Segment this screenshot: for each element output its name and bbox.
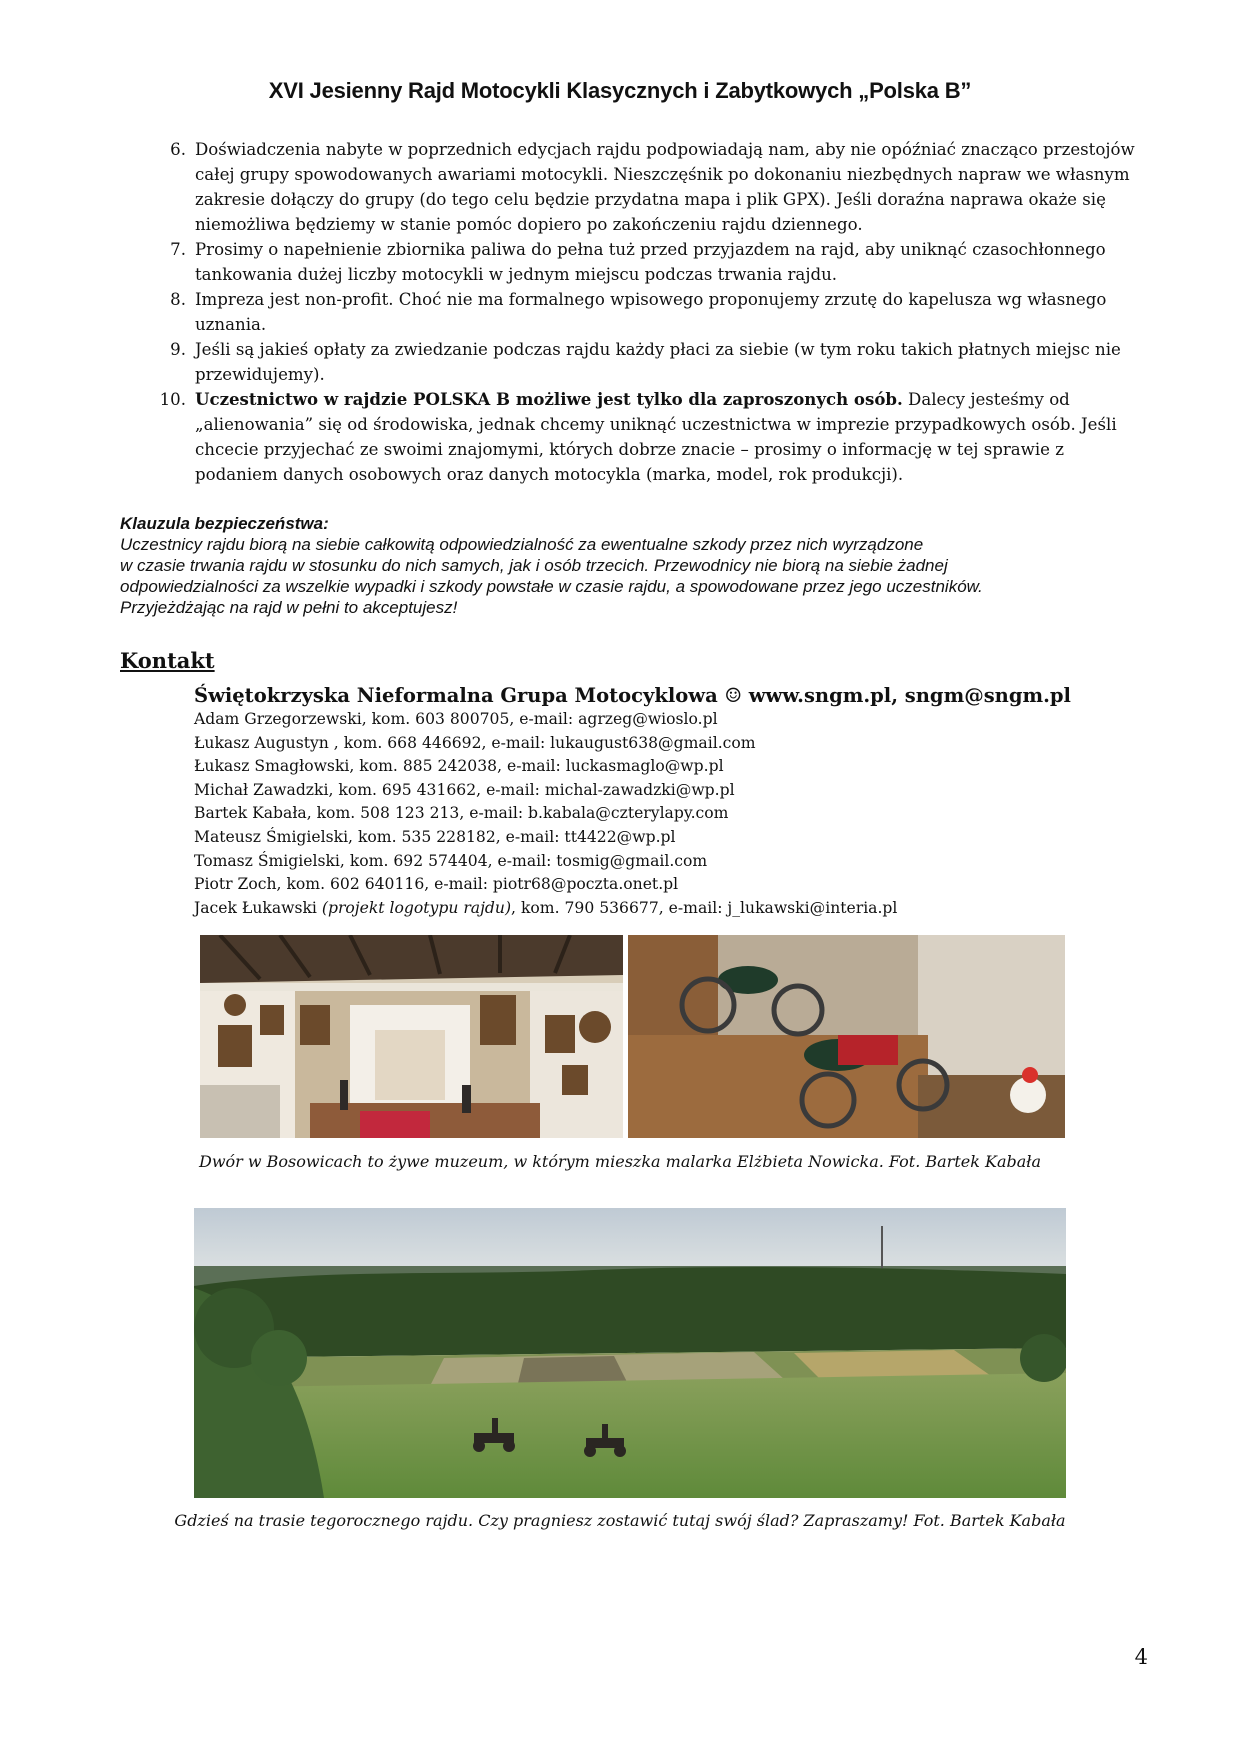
page-number: 4 [1134,1645,1148,1669]
rule-bold-text: Uczestnictwo w rajdzie POLSKA B możliwe jest tylko dla zaproszonych osób. [195,389,903,409]
contact-entry: Bartek Kabała, kom. 508 123 213, e-mail: b.kabala@czterylapy.com [194,804,729,823]
page-header-title: XVI Jesienny Rajd Motocykli Klasycznych i Zabytkowych „Polska B” [268,78,972,103]
rule-item [150,287,1140,337]
rule-text: Doświadczenia nabyte w poprzednich edycjach rajdu podpowiadają nam, aby nie opóźniać znacząco przestojów całej grupy spowodowanych awariami motocykli. Nieszczęśnik po dokonaniu niezbędnych napraw we własnym zakresie dołączy do grupy (do tego celu będzie przydatna mapa i plik GPX). Jeśli doraźna naprawa okaże się niemożliwa będziemy w stanie pomóc dopiero po zakończeniu rajdu dziennego. [195,140,1135,234]
motorcycle-models-photo [628,935,1065,1138]
contact-entry: Tomasz Śmigielski, kom. 692 574404, e-mail: tosmig@gmail.com [194,851,708,870]
rule-number: 8. [170,290,186,309]
rule-number: 9. [170,340,186,359]
security-clause-line: w czasie trwania rajdu w stosunku do nich samych, jak i osób trzecich. Przewodnicy nie biorą na siebie żadnej [120,556,948,575]
contact-entry: Piotr Zoch, kom. 602 640116, e-mail: piotr68@poczta.onet.pl [194,875,679,894]
rule-number: 7. [170,240,186,259]
security-clause [120,513,1120,618]
contact-entry: Łukasz Smagłowski, kom. 885 242038, e-mail: luckasmaglo@wp.pl [194,757,724,776]
rule-text [195,387,1140,487]
contact-entry [194,897,897,921]
rule-text: Jeśli są jakieś opłaty za zwiedzanie podczas rajdu każdy płaci za siebie (w tym roku takich płatnych miejsc nie przewidujemy). [195,340,1121,384]
photo-caption: Dwór w Bosowicach to żywe muzeum, w którym mieszka malarka Elżbieta Nowicka. Fot. Bartek Kabała [198,1152,1041,1171]
landscape-image [194,1208,1066,1498]
contact-entry: Adam Grzegorzewski, kom. 603 800705, e-mail: agrzeg@wioslo.pl [194,710,718,728]
rule-number: 6. [170,140,186,159]
security-clause-line: Przyjeżdżając na rajd w pełni to akceptujesz! [120,598,458,617]
rule-item [150,137,1140,237]
rule-item [150,387,1140,487]
rule-item [150,337,1140,387]
contact-note: (projekt logotypu rajdu) [321,898,512,917]
motorcycle-models-image [628,935,1065,1138]
security-clause-line: odpowiedzialności za wszelkie wypadki i szkody powstałe w czasie rajdu, a spowodowane przez jego uczestników. [120,577,983,596]
rules-list [150,137,1140,487]
contact-heading: Kontakt [120,648,215,673]
rule-number: 10. [159,390,186,409]
rule-rest-text: Dalecy jesteśmy od „alienowania” się od środowiska, jednak chcemy uniknąć uczestnictwa w imprezie przypadkowych osób. Jeśli chcecie przyjechać ze swoimi znajomymi, których dobrze znacie – prosimy o informację w tej sprawie z podaniem danych osobowych oraz danych motocykla (marka, model, rok produkcji). [195,390,1117,484]
rule-text: Prosimy o napełnienie zbiornika paliwa do pełna tuż przed przyjazdem na rajd, aby uniknąć czasochłonnego tankowania dużej liczby motocykli w jednym miejscu podczas trwania rajdu. [195,240,1106,284]
rule-text: Impreza jest non-profit. Choć nie ma formalnego wpisowego proponujemy zrzutę do kapelusza wg własnego uznania. [195,290,1107,334]
contact-group-name: Świętokrzyska Nieformalna Grupa Motocyklowa ☺ www.sngm.pl, sngm@sngm.pl [194,684,1071,707]
security-clause-title: Klauzula bezpieczeństwa: [120,514,329,533]
rule-item [150,237,1140,287]
photo-caption: Gdzieś na trasie tegorocznego rajdu. Czy pragniesz zostawić tutaj swój ślad? Zapraszamy! Fot. Bartek Kabała [174,1511,1066,1530]
manor-interior-image [200,935,623,1138]
security-clause-line: Uczestnicy rajdu biorą na siebie całkowitą odpowiedzialność za ewentualne szkody przez nich wyrządzone [120,535,924,554]
contact-entry: Łukasz Augustyn , kom. 668 446692, e-mail: lukaugust638@gmail.com [194,733,756,752]
contact-entry: Mateusz Śmigielski, kom. 535 228182, e-mail: tt4422@wp.pl [194,827,676,846]
contact-entry: Michał Zawadzki, kom. 695 431662, e-mail: michal-zawadzki@wp.pl [194,780,735,799]
landscape-photo [194,1208,1066,1498]
contact-list [194,708,897,920]
contact-details: , kom. 790 536677, e-mail: j_lukawski@interia.pl [511,898,898,917]
contact-name: Jacek Łukawski [194,898,322,917]
manor-interior-photo [200,935,623,1138]
